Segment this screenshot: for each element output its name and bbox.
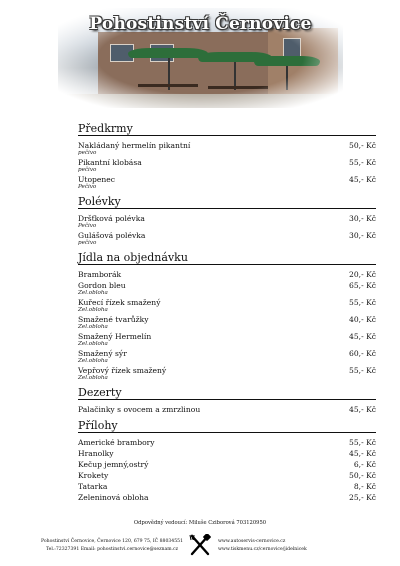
- menu-item: [78, 231, 376, 246]
- item-price: 55,- Kč: [349, 366, 376, 375]
- section-title: Dezerty: [78, 386, 376, 400]
- menu-section: [78, 386, 376, 414]
- item-name: Tatarka: [78, 482, 108, 491]
- photo-umbrella: [254, 56, 320, 66]
- item-side: pečivo: [78, 167, 97, 173]
- item-name: Smažený sýr: [78, 349, 127, 358]
- item-name: Pikantní klobása: [78, 158, 142, 167]
- item-price: 60,- Kč: [349, 349, 376, 358]
- web-block: [218, 538, 348, 554]
- web-link-menu[interactable]: www.tiskmenu.cz/cernovice/jidelnicek: [218, 547, 307, 552]
- menu-item: [78, 493, 376, 502]
- item-price: 50,- Kč: [349, 141, 376, 150]
- photo-table: [208, 86, 268, 89]
- photo-ground: [58, 94, 343, 108]
- item-side: Zel.obloha: [78, 375, 108, 381]
- item-name: Bramborák: [78, 270, 122, 279]
- item-name: Nakládaný hermelín pikantní: [78, 141, 191, 150]
- item-price: 45,- Kč: [349, 449, 376, 458]
- photo-pole: [286, 66, 288, 90]
- item-side: Zel.obloha: [78, 290, 108, 296]
- photo-window: [283, 38, 301, 58]
- item-name: Krokety: [78, 471, 109, 480]
- item-side: Zel.obloha: [78, 358, 108, 364]
- item-side: Pečivo: [78, 184, 97, 190]
- menu-item: [78, 158, 376, 173]
- menu-item: [78, 214, 376, 229]
- menu-item: [78, 281, 376, 296]
- item-price: 25,- Kč: [349, 493, 376, 502]
- menu-item: [78, 438, 376, 447]
- manager-line: Odpovědný vedoucí: Miluše Cziborová 703120950: [133, 520, 267, 526]
- menu-item: [78, 471, 376, 480]
- menu-item: [78, 270, 376, 279]
- item-name: Kuřecí řízek smažený: [78, 298, 161, 307]
- item-name: Zeleninová obloha: [78, 493, 149, 502]
- section-title: Jídla na objednávku: [78, 251, 376, 265]
- page-title: Pohostinství Černovice: [89, 14, 312, 34]
- menu-item: [78, 175, 376, 190]
- address-line: Pohostinství Černovice, Černovice 120, 679 75, IČ 88034551: [40, 539, 183, 544]
- item-name: Hranolky: [78, 449, 114, 458]
- item-price: 45,- Kč: [349, 332, 376, 341]
- cutlery-icon: [188, 534, 212, 556]
- item-price: 55,- Kč: [349, 158, 376, 167]
- menu-item: [78, 315, 376, 330]
- menu-item: [78, 332, 376, 347]
- item-side: Pečivo: [78, 223, 97, 229]
- menu: [78, 122, 376, 507]
- item-price: 50,- Kč: [349, 471, 376, 480]
- menu-section: [78, 122, 376, 190]
- item-price: 55,- Kč: [349, 298, 376, 307]
- item-price: 45,- Kč: [349, 175, 376, 184]
- item-side: Zel.obloha: [78, 324, 108, 330]
- item-price: 30,- Kč: [349, 231, 376, 240]
- menu-item: [78, 449, 376, 458]
- item-name: Smažené tvarůžky: [78, 315, 149, 324]
- item-name: Dršťková polévka: [78, 214, 145, 223]
- menu-section: [78, 419, 376, 502]
- menu-item: [78, 366, 376, 381]
- web-link-autoservis[interactable]: www.autoservis-cernovice.cz: [218, 539, 286, 544]
- item-price: 45,- Kč: [349, 405, 376, 414]
- item-price: 6,- Kč: [353, 460, 376, 469]
- item-name: Kečup jemný,ostrý: [78, 460, 149, 469]
- photo-umbrella: [128, 48, 208, 58]
- item-side: pečivo: [78, 240, 97, 246]
- menu-item: [78, 349, 376, 364]
- section-title: Přílohy: [78, 419, 376, 433]
- item-price: 30,- Kč: [349, 214, 376, 223]
- photo-table: [138, 84, 198, 87]
- item-price: 8,- Kč: [353, 482, 376, 491]
- section-title: Předkrmy: [78, 122, 376, 136]
- item-price: 65,- Kč: [349, 281, 376, 290]
- item-price: 40,- Kč: [349, 315, 376, 324]
- item-name: Gulášová polévka: [78, 231, 146, 240]
- item-price: 20,- Kč: [349, 270, 376, 279]
- item-name: Vepřový řízek smažený: [78, 366, 167, 375]
- menu-section: [78, 195, 376, 246]
- contact-line: Tel.:72327391 Email: pohostinstvi.cernovice@seznam.cz: [45, 547, 179, 552]
- item-price: 55,- Kč: [349, 438, 376, 447]
- menu-item: [78, 482, 376, 491]
- item-name: Gordon bleu: [78, 281, 126, 290]
- header: [58, 8, 343, 108]
- section-title: Polévky: [78, 195, 376, 209]
- item-side: Zel.obloha: [78, 341, 108, 347]
- item-side: pečivo: [78, 150, 97, 156]
- menu-item: [78, 298, 376, 313]
- address-block: [32, 538, 192, 554]
- item-name: Utopenec: [78, 175, 116, 184]
- item-name: Americké brambory: [78, 438, 155, 447]
- menu-item: [78, 405, 376, 414]
- menu-item: [78, 460, 376, 469]
- item-side: Zel.obloha: [78, 307, 108, 313]
- item-name: Smažený Hermelín: [78, 332, 152, 341]
- item-name: Palačinky s ovocem a zmrzlinou: [78, 405, 201, 414]
- menu-section: [78, 251, 376, 381]
- menu-item: [78, 141, 376, 156]
